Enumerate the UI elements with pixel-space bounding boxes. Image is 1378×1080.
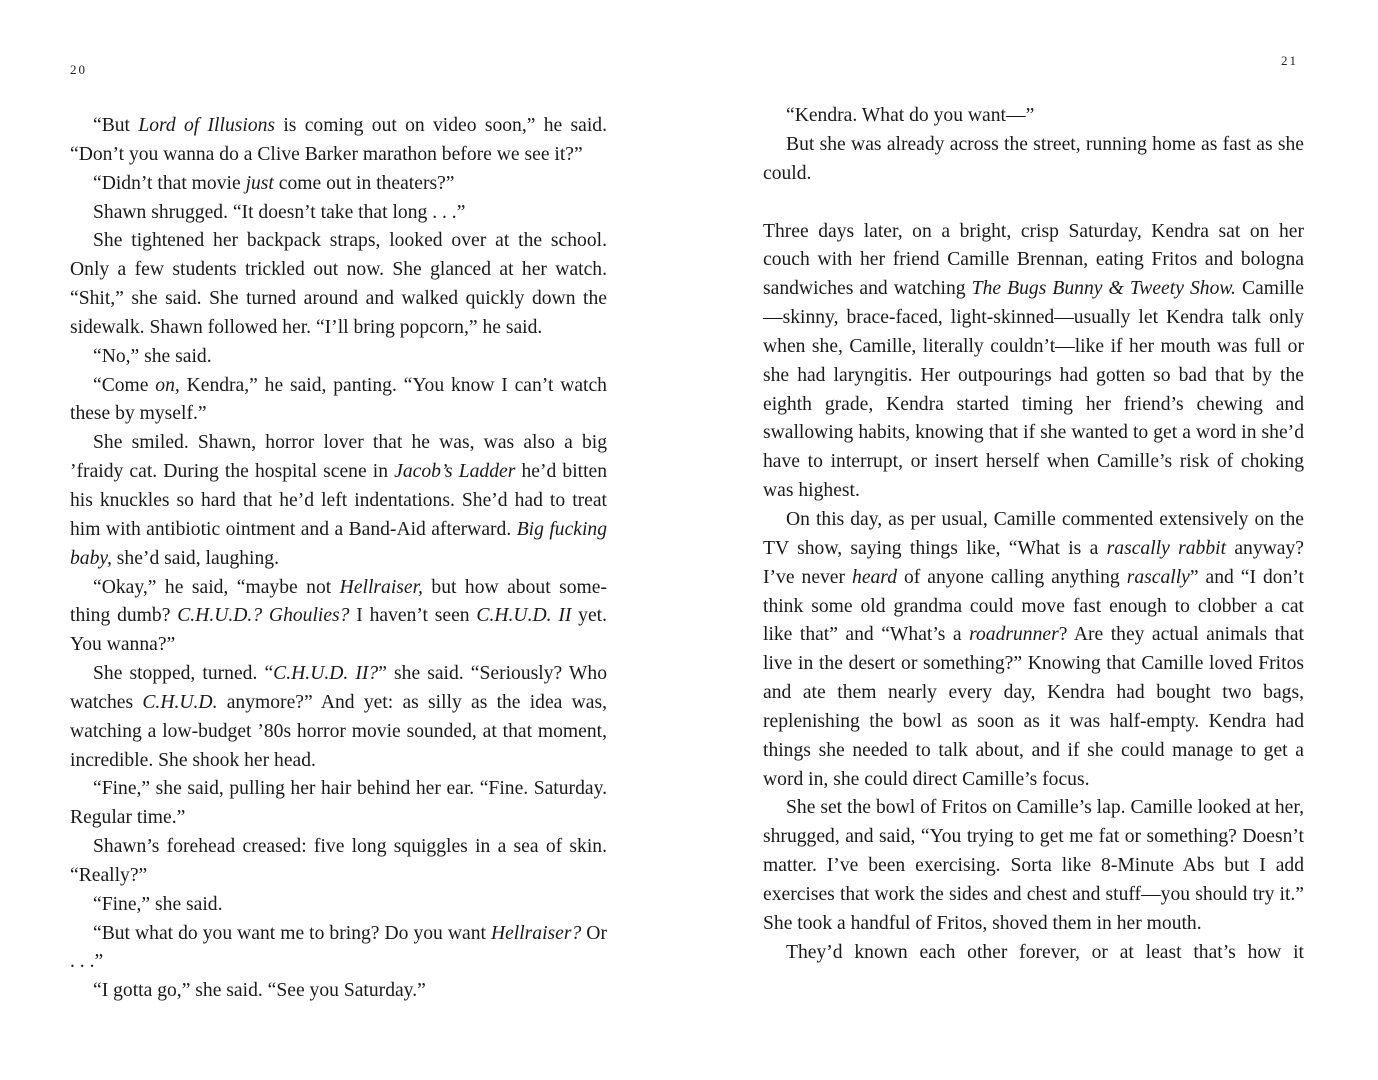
paragraph: [70, 574, 607, 661]
paragraph: [763, 131, 1304, 189]
paragraph: [763, 102, 1304, 131]
italic-text: The Bugs Bunny & Tweety Show.: [971, 278, 1236, 300]
text-run: “I gotta go,” she said. “See you Saturday.”: [93, 980, 426, 1002]
text-run: Three days later, on a bright, crisp Saturday, Kendra sat on her couch with her friend Camille Brennan, eating Fritos and bologna sandwiches and watching: [763, 220, 1304, 300]
text-run: Camille—skinny, brace-faced, light-skinned—usually let Kendra talk only when she, Camille, literally couldn’t—like if her mouth was full or she had laryngitis. Her outpourings had gotten so bad that by the eighth grade, Kendra started timing her friend’s chewing and swallowing habits, knowing that if she wanted to get a word in she’d have to interrupt, or insert herself when Camille’s risk of choking was highest.: [763, 278, 1304, 502]
text-run: ? Are they actual animals that live in the desert or something?” Knowing that Camille loved Fritos and ate them nearly every day, Kendra had bought two bags, replenishing the bowl as soon as it was half-empty. Kendra had things she needed to talk about, and if she could manage to get a word in, she could direct Camille’s focus.: [763, 624, 1304, 790]
italic-text: C.H.U.D.?: [177, 605, 263, 627]
page-number: 21: [1281, 53, 1298, 68]
italic-text: C.H.U.D. II?: [273, 663, 379, 685]
text-run: “Okay,” he said, “maybe not: [93, 576, 340, 598]
italic-text: rascally rabbit: [1106, 537, 1227, 559]
paragraph: [70, 977, 607, 1006]
paragraph: [70, 429, 607, 573]
italic-text: roadrunner: [969, 624, 1059, 646]
text-run: anymore?” And yet: as silly as the idea was, watching a low-budget ’80s horror movie sounded, at that moment, incredible. She shook her head.: [70, 691, 607, 771]
italic-text: Lord of Illusions: [138, 115, 276, 136]
text-run: yet. You wanna?”: [70, 605, 608, 656]
text-run: They’d known each other forever, or at least that’s how it: [786, 941, 1304, 963]
italic-text: heard: [852, 566, 898, 588]
italic-text: Jacob’s Ladder: [394, 461, 516, 483]
italic-text: Ghoulies?: [268, 605, 350, 627]
text-run: “Fine,” she said.: [93, 893, 223, 915]
paragraph: [70, 775, 607, 833]
text-run: anyway? I’ve never: [763, 537, 1304, 588]
paragraph: [70, 227, 607, 342]
paragraph: [70, 891, 607, 920]
paragraph: [763, 794, 1304, 938]
italic-text: Hellraiser,: [339, 576, 423, 598]
text-run: Or . . .”: [70, 922, 607, 973]
text-run: I haven’t seen: [349, 605, 477, 627]
text-run: but how about something dumb?: [70, 576, 607, 627]
text-run: Shawn’s forehead creased: five long squiggles in a sea of skin. “Really?”: [70, 836, 607, 886]
italic-text: on,: [155, 374, 180, 396]
text-run: On this day, as per usual, Camille commented extensively on the TV show, saying things like, “What is a: [763, 508, 1304, 559]
paragraph: [70, 833, 607, 891]
text-run: “No,” she said.: [93, 345, 212, 367]
paragraph: [763, 506, 1304, 794]
text-run: he’d bitten his knuckles so hard that he’d left indentations. She’d had to treat him with antibiotic ointment and a Band-Aid afterward.: [70, 461, 608, 540]
paragraph: [70, 660, 607, 775]
page-body: [763, 102, 1304, 967]
text-run: “Come: [93, 374, 156, 396]
italic-text: C.H.U.D. II: [476, 605, 572, 627]
italic-text: just: [245, 172, 274, 194]
right-page: [689, 0, 1378, 1080]
paragraph: [70, 920, 607, 978]
paragraph: [70, 170, 607, 199]
paragraph: [70, 112, 607, 170]
text-run: ” she said. “Seriously? Who watches: [70, 663, 608, 713]
italic-text: rascally: [1126, 566, 1190, 588]
text-run: she’d said, laughing.: [111, 547, 279, 569]
text-run: come out in theaters?”: [273, 172, 455, 194]
text-run: [262, 605, 269, 626]
page-body: [70, 112, 607, 1006]
text-run: “Didn’t that movie: [93, 172, 246, 194]
section-opening-paragraph: [763, 218, 1304, 506]
text-run: She set the bowl of Fritos on Camille’s lap. Camille looked at her, shrugged, and said, “You trying to get me fat or something? Doesn’t matter. I’ve been exercising. Sorta like 8-Minute Abs but I add exercises that work the sides and chest and stuff—you should try it.” She took a handful of Fritos, shoved them in her mouth.: [763, 797, 1304, 934]
paragraph: [70, 343, 607, 372]
text-run: “Kendra. What do you want—”: [786, 105, 1035, 126]
text-run: is coming out on video soon,” he said. “Don’t you wanna do a Clive Barker marathon before we see it?”: [70, 115, 607, 165]
paragraph: [70, 372, 607, 430]
text-run: Kendra,” he said, panting. “You know I can’t watch these by myself.”: [70, 374, 607, 425]
text-run: “But: [93, 115, 139, 136]
italic-text: C.H.U.D.: [142, 691, 218, 713]
text-run: She smiled. Shawn, horror lover that he was, was also a big ’fraidy cat. During the hospital scene in: [70, 432, 607, 483]
text-run: of anyone calling anything: [897, 566, 1127, 588]
text-run: But she was already across the street, running home as fast as she could.: [763, 133, 1304, 184]
text-run: She tightened her backpack straps, looked over at the school. Only a few students trickled out now. She glanced at her watch. “Shit,” she said. She turned around and walked quickly down the sidewalk. Shawn followed her. “I’ll bring popcorn,” he said.: [70, 230, 607, 338]
text-run: “Fine,” she said, pulling her hair behind her ear. “Fine. Saturday. Regular time.”: [70, 778, 607, 829]
text-run: “But what do you want me to bring? Do you want: [93, 922, 491, 944]
paragraph: [70, 199, 607, 228]
text-run: Shawn shrugged. “It doesn’t take that long . . .”: [93, 201, 466, 223]
paragraph: [763, 939, 1304, 968]
page-number: 20: [70, 62, 87, 77]
italic-text: Hellraiser?: [490, 922, 582, 944]
text-run: She stopped, turned. “: [93, 663, 274, 685]
text-run: ” and “I don’t think some old grandma could move fast enough to clobber a cat like that” and “What’s a: [763, 566, 1304, 646]
italic-text: Big fucking baby,: [70, 518, 608, 569]
